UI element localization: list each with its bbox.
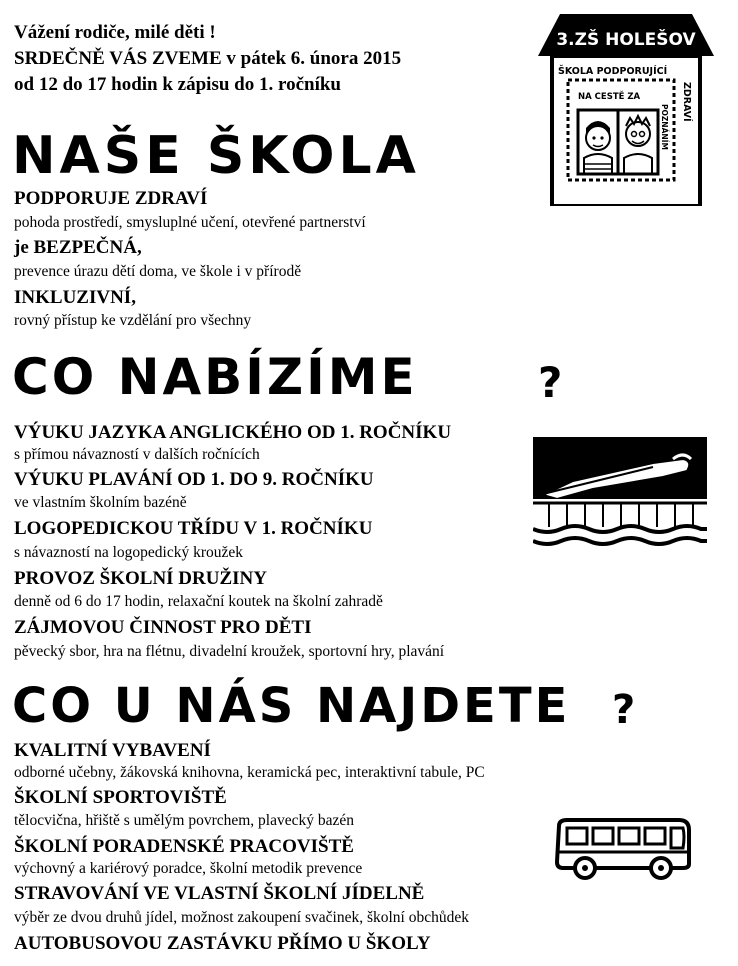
section3-item4-desc: výběr ze dvou druhů jídel, možnost zakoupení svačinek, školní obchůdek [14, 909, 469, 926]
section3-item1-desc: odborné učebny, žákovská knihovna, keramická pec, interaktivní tabule, PC [14, 764, 485, 781]
section1-item3-title: INKLUZIVNÍ, [14, 287, 136, 308]
greeting: Vážení rodiče, milé děti ! [14, 22, 216, 43]
section3-item2-desc: tělocvična, hřiště s umělým povrchem, plavecký bazén [14, 812, 355, 829]
section3-item3-desc: výchovný a kariérový poradce, školní metodik prevence [14, 860, 363, 877]
school-logo [538, 14, 714, 206]
swimming-pool-illustration [533, 437, 707, 555]
section1-heading: NAŠE ŠKOLA [12, 126, 420, 186]
section2-item5-desc: pěvecký sbor, hra na flétnu, divadelní kroužek, sportovní hry, plavání [14, 643, 445, 660]
section2-question-mark: ? [538, 358, 566, 407]
logo-side-text: ZDRAVÍ [681, 82, 692, 122]
section1-item2-title: je BEZPEČNÁ, [14, 237, 142, 258]
logo-inner-side: POZNÁNÍM [660, 104, 669, 150]
logo-line1: ŠKOLA PODPORUJÍCÍ [558, 66, 668, 77]
section2-item2-desc: ve vlastním školním bazéně [14, 494, 187, 511]
section3-item2-title: ŠKOLNÍ SPORTOVIŠTĚ [14, 787, 227, 808]
section2-item1-title: VÝUKU JAZYKA ANGLICKÉHO OD 1. ROČNÍKU [14, 422, 452, 443]
section3-item4-title: STRAVOVÁNÍ VE VLASTNÍ ŠKOLNÍ JÍDELNĚ [14, 883, 425, 904]
enrollment-time: od 12 do 17 hodin k zápisu do 1. ročníku [14, 74, 341, 95]
section1-item3-desc: rovný přístup ke vzdělání pro všechny [14, 312, 252, 329]
section2-item4-title: PROVOZ ŠKOLNÍ DRUŽINY [14, 568, 267, 589]
section2-item1-desc: s přímou návazností v dalších ročnících [14, 446, 260, 463]
section3-question-mark: ? [612, 687, 639, 733]
section2-item5-title: ZÁJMOVOU ČINNOST PRO DĚTI [14, 617, 312, 638]
section1-item1-desc: pohoda prostředí, smysluplné učení, otevřené partnerství [14, 214, 366, 231]
section2-item3-title: LOGOPEDICKOU TŘÍDU V 1. ROČNÍKU [14, 518, 373, 539]
bus-illustration [553, 818, 693, 880]
logo-inner-top: NA CESTĚ ZA [578, 92, 641, 102]
section3-heading: CO U NÁS NAJDETE [12, 678, 571, 734]
section1-item1-title: PODPORUJE ZDRAVÍ [14, 188, 208, 209]
invitation-line: SRDEČNĚ VÁS ZVEME v pátek 6. února 2015 [14, 48, 402, 69]
section3-item1-title: KVALITNÍ VYBAVENÍ [14, 740, 211, 761]
logo-roof-text: 3.ZŠ HOLEŠOV [556, 30, 696, 50]
section2-item2-title: VÝUKU PLAVÁNÍ OD 1. DO 9. ROČNÍKU [14, 469, 374, 490]
section1-item2-desc: prevence úrazu dětí doma, ve škole i v přírodě [14, 263, 302, 280]
school-logo-graphic [538, 14, 714, 206]
section3-item3-title: ŠKOLNÍ PORADENSKÉ PRACOVIŠTĚ [14, 836, 354, 857]
section2-item4-desc: denně od 6 do 17 hodin, relaxační koutek na školní zahradě [14, 593, 383, 610]
section2-heading: CO NABÍZÍME [12, 348, 418, 406]
section2-item3-desc: s návazností na logopedický kroužek [14, 544, 243, 561]
section3-item5-title: AUTOBUSOVOU ZASTÁVKU PŘÍMO U ŠKOLY [14, 933, 431, 954]
